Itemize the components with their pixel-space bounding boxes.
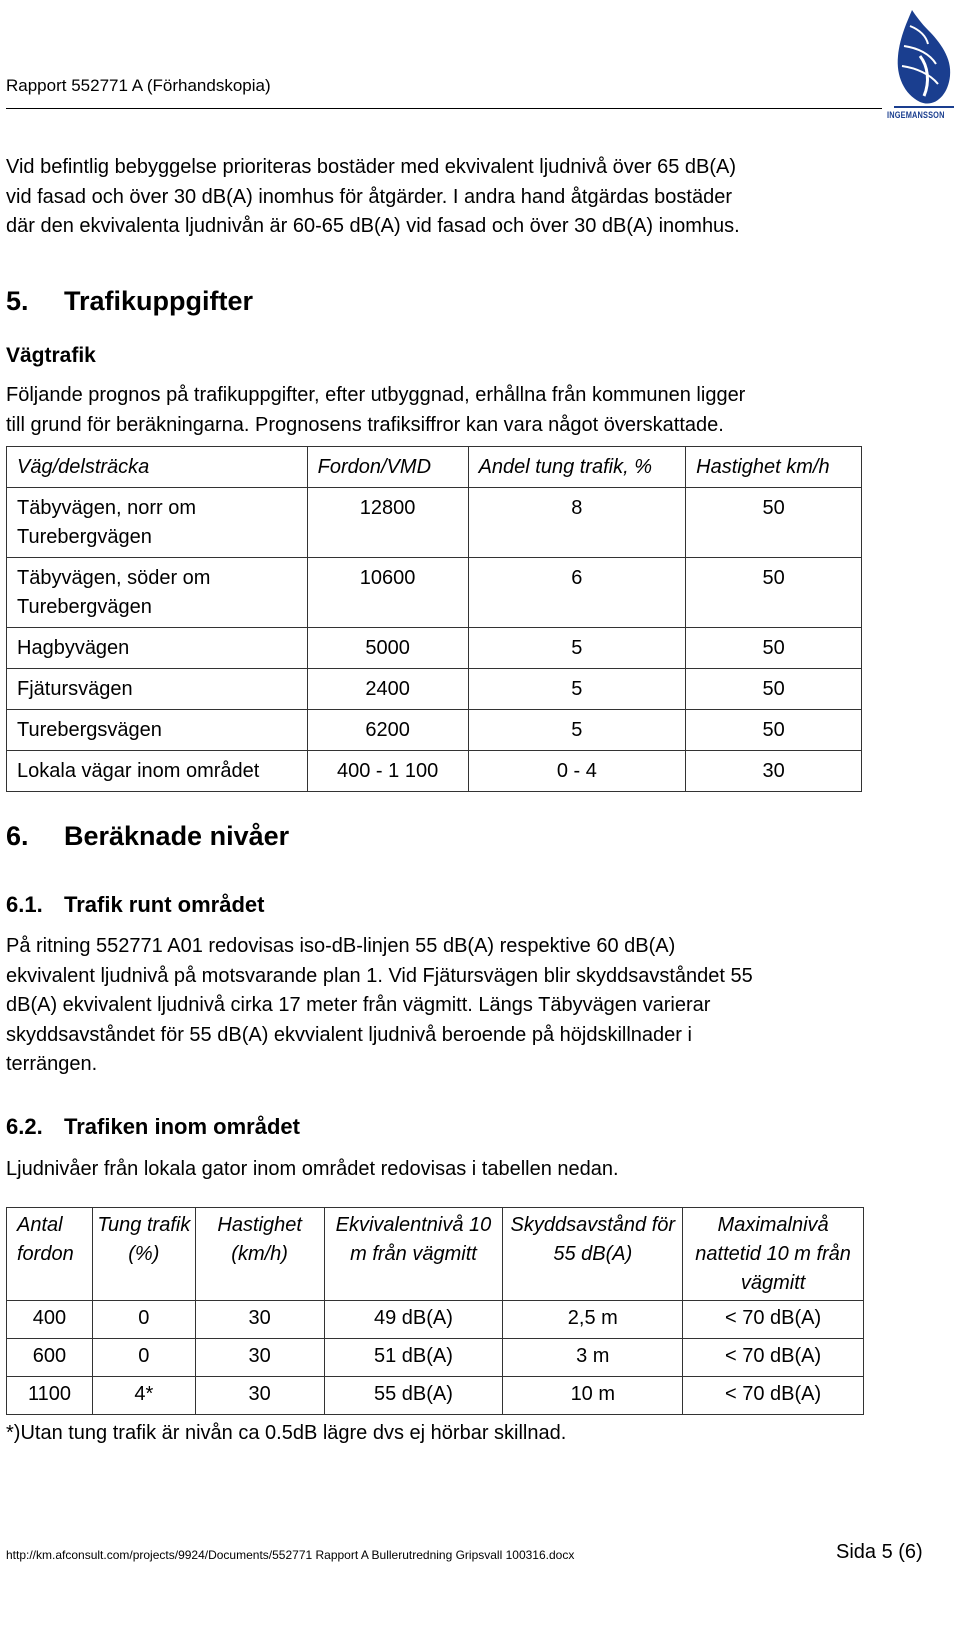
footer-document-url: http://km.afconsult.com/projects/9924/Documents/552771 Rapport A Bullerutredning Gripsvall 100316.docx	[6, 1548, 575, 1562]
speed-cell: 50	[686, 558, 862, 628]
table-row	[7, 628, 862, 669]
vmd-cell: 2400	[307, 669, 468, 710]
count-cell: 1100	[7, 1377, 93, 1415]
road-cell: Täbyvägen, söder om Turebergvägen	[7, 558, 308, 628]
table-row	[7, 488, 862, 558]
subsection-title: Trafiken inom området	[64, 1114, 300, 1139]
vmd-cell: 10600	[307, 558, 468, 628]
table-header-row	[7, 1208, 864, 1301]
column-header: Hastighet (km/h)	[195, 1208, 324, 1301]
heavy-cell: 8	[468, 488, 686, 558]
paragraph-line: dB(A) ekvivalent ljudnivå cirka 17 meter från vägmitt. Längs Täbyvägen varierar	[6, 994, 711, 1016]
road-cell: Turebergsvägen	[7, 710, 308, 751]
column-header: Skyddsavstånd för 55 dB(A)	[503, 1208, 683, 1301]
paragraph-line: till grund för beräkningarna. Prognosens trafiksiffror kan vara något överskattade.	[6, 413, 724, 436]
max-level-cell: < 70 dB(A)	[683, 1301, 864, 1339]
speed-cell: 30	[686, 751, 862, 792]
equivalent-level-cell: 51 dB(A)	[324, 1339, 503, 1377]
speed-cell: 50	[686, 488, 862, 558]
speed-cell: 30	[195, 1377, 324, 1415]
column-header: Antal fordon	[7, 1208, 93, 1301]
equivalent-level-cell: 55 dB(A)	[324, 1377, 503, 1415]
subsection-title: Trafik runt området	[64, 892, 265, 917]
intro-line: vid fasad och över 30 dB(A) inomhus för åtgärder. I andra hand åtgärdas bostäder	[6, 185, 732, 208]
speed-cell: 30	[195, 1339, 324, 1377]
distance-cell: 3 m	[503, 1339, 683, 1377]
road-cell: Fjätursvägen	[7, 669, 308, 710]
table-row	[7, 1301, 864, 1339]
local-streets-table	[6, 1207, 864, 1415]
heavy-cell: 0	[92, 1339, 195, 1377]
paragraph-line: ekvivalent ljudnivå på motsvarande plan 1. Vid Fjätursvägen blir skyddsavståndet 55	[6, 964, 753, 987]
column-header: Maximalnivå nattetid 10 m från vägmitt	[683, 1208, 864, 1301]
column-header: Väg/delsträcka	[7, 447, 308, 488]
vmd-cell: 400 - 1 100	[307, 751, 468, 792]
heavy-cell: 6	[468, 558, 686, 628]
distance-cell: 10 m	[503, 1377, 683, 1415]
subsection-6-2-paragraph: Ljudnivåer från lokala gator inom området redovisas i tabellen nedan.	[6, 1158, 619, 1180]
table-row	[7, 1339, 864, 1377]
logo-wordmark: INGEMANSSON	[887, 110, 945, 120]
subsection-6-1-heading	[6, 892, 264, 918]
intro-paragraph	[6, 153, 896, 242]
table-row	[7, 710, 862, 751]
header-divider	[6, 108, 882, 109]
section-title: Beräknade nivåer	[64, 821, 290, 851]
table-row	[7, 751, 862, 792]
subsection-number: 6.2.	[6, 1114, 43, 1139]
heavy-cell: 0 - 4	[468, 751, 686, 792]
column-header: Ekvivalentnivå 10 m från vägmitt	[324, 1208, 503, 1301]
subheading-vagtrafik: Vägtrafik	[6, 344, 96, 367]
section-6-heading	[6, 821, 289, 852]
vmd-cell: 6200	[307, 710, 468, 751]
report-title: Rapport 552771 A (Förhandskopia)	[6, 76, 271, 95]
heavy-cell: 4*	[92, 1377, 195, 1415]
heavy-cell: 0	[92, 1301, 195, 1339]
table-row	[7, 558, 862, 628]
section-title: Trafikuppgifter	[64, 286, 254, 316]
section-5-heading	[6, 286, 253, 317]
table-row	[7, 1377, 864, 1415]
speed-cell: 30	[195, 1301, 324, 1339]
heavy-cell: 5	[468, 710, 686, 751]
vmd-cell: 12800	[307, 488, 468, 558]
column-header: Andel tung trafik, %	[468, 447, 686, 488]
road-cell: Lokala vägar inom området	[7, 751, 308, 792]
paragraph-line: Följande prognos på trafikuppgifter, efter utbyggnad, erhållna från kommunen ligger	[6, 384, 746, 406]
count-cell: 400	[7, 1301, 93, 1339]
intro-line: Vid befintlig bebyggelse prioriteras bostäder med ekvivalent ljudnivå över 65 dB(A)	[6, 156, 737, 178]
table-footnote: *)Utan tung trafik är nivån ca 0.5dB lägre dvs ej hörbar skillnad.	[6, 1422, 567, 1444]
table-row	[7, 669, 862, 710]
shell-logo-icon	[890, 6, 958, 124]
max-level-cell: < 70 dB(A)	[683, 1377, 864, 1415]
traffic-table	[6, 446, 862, 792]
section-number: 6.	[6, 821, 29, 851]
subsection-6-2-heading	[6, 1114, 300, 1140]
distance-cell: 2,5 m	[503, 1301, 683, 1339]
paragraph-line: På ritning 552771 A01 redovisas iso-dB-linjen 55 dB(A) respektive 60 dB(A)	[6, 935, 676, 957]
max-level-cell: < 70 dB(A)	[683, 1339, 864, 1377]
speed-cell: 50	[686, 710, 862, 751]
vmd-cell: 5000	[307, 628, 468, 669]
heavy-cell: 5	[468, 628, 686, 669]
speed-cell: 50	[686, 669, 862, 710]
paragraph-line: skyddsavståndet för 55 dB(A) ekvvialent ljudnivå beroende på höjdskillnader i	[6, 1023, 692, 1046]
subsection-6-1-paragraph	[6, 932, 896, 1080]
subsection-number: 6.1.	[6, 892, 43, 917]
page-number: Sida 5 (6)	[836, 1541, 923, 1563]
speed-cell: 50	[686, 628, 862, 669]
count-cell: 600	[7, 1339, 93, 1377]
column-header: Hastighet km/h	[686, 447, 862, 488]
road-cell: Hagbyvägen	[7, 628, 308, 669]
column-header: Fordon/VMD	[307, 447, 468, 488]
heavy-cell: 5	[468, 669, 686, 710]
column-header: Tung trafik (%)	[92, 1208, 195, 1301]
section-5-paragraph	[6, 381, 896, 440]
table-header-row	[7, 447, 862, 488]
paragraph-line: terrängen.	[6, 1053, 98, 1075]
road-cell: Täbyvägen, norr om Turebergvägen	[7, 488, 308, 558]
section-number: 5.	[6, 286, 29, 316]
intro-line: där den ekvivalenta ljudnivån är 60-65 dB(A) vid fasad och över 30 dB(A) inomhus.	[6, 215, 740, 237]
equivalent-level-cell: 49 dB(A)	[324, 1301, 503, 1339]
